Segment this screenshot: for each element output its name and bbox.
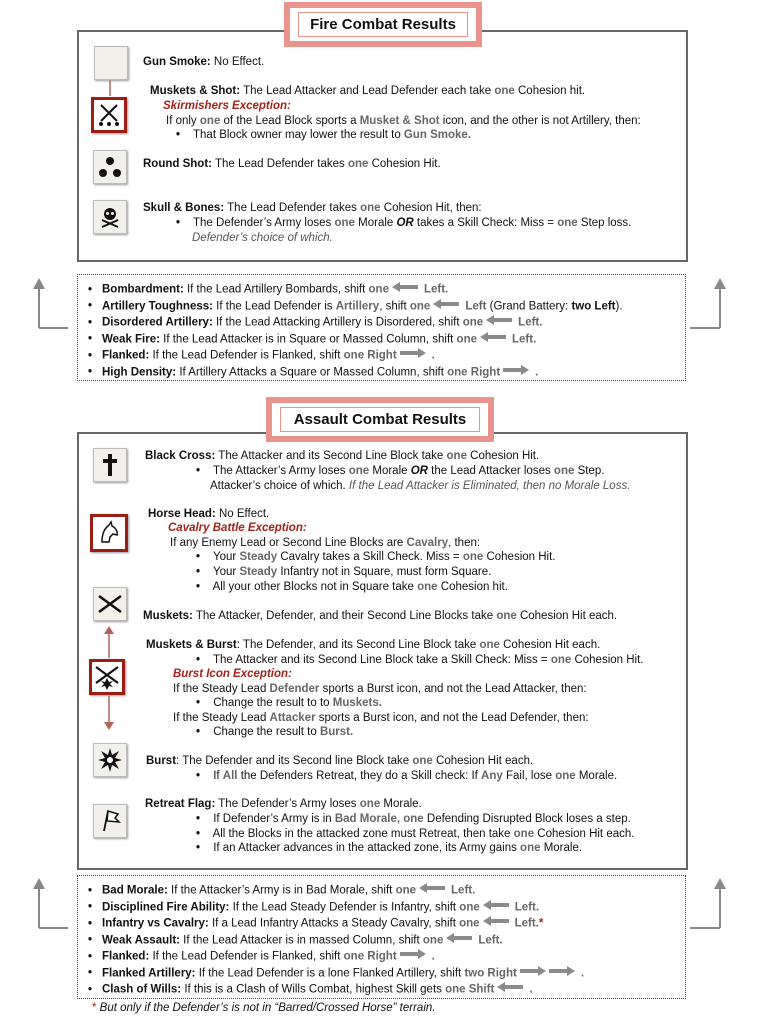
skirmishers-rule: If only one of the Lead Block sports a Musket & Shot icon, and the other is not Artillery, then:: [166, 115, 641, 127]
retreat-flag-line: Retreat Flag: The Defender’s Army loses one Morale.: [145, 798, 422, 810]
black-cross-line: Black Cross: The Attacker and its Second Line Block take one Cohesion Hit.: [145, 450, 540, 462]
shift-left-arrow-icon: [480, 332, 509, 347]
shift-right-arrow-icon: [520, 966, 578, 981]
shift-right-arrow-icon: [400, 949, 429, 964]
muskets-shot-line: Muskets & Shot: The Lead Attacker and Lead Defender each take one Cohesion hit.: [150, 85, 586, 97]
retreat-flag-icon: [93, 804, 127, 838]
cavalry-bullet-1: • Your Steady Cavalry takes a Skill Check. Miss = one Cohesion Hit.: [196, 550, 556, 564]
left-loop-arrow-icon: [30, 876, 70, 930]
modifier-line: • Flanked: If the Lead Defender is Flanked, shift one Right .: [88, 348, 435, 364]
shift-left-arrow-icon: [446, 933, 475, 948]
shift-left-arrow-icon: [497, 982, 526, 997]
gun-smoke-icon: [94, 46, 128, 80]
retreat-bullet-3: • If an Attacker advances in the attacked zone, its Army gains one Morale.: [196, 841, 582, 855]
burst-icon-exception: Burst Icon Exception:: [173, 668, 292, 680]
muskets-icon: [93, 587, 127, 621]
left-loop-arrow-icon: [30, 276, 70, 330]
gun-smoke-line: Gun Smoke: No Effect.: [143, 56, 265, 68]
burst-icon: [93, 743, 127, 777]
black-cross-icon: [93, 448, 127, 482]
modifier-line: • Bombardment: If the Lead Artillery Bombards, shift one Left.: [88, 282, 448, 298]
muskets-burst-bullet: • The Attacker and its Second Line Block take a Skill Check: Miss = one Cohesion Hit.: [196, 653, 644, 667]
fire-results-title: Fire Combat Results: [284, 2, 482, 47]
shift-left-arrow-icon: [486, 315, 515, 330]
modifier-line: • Clash of Wills: If this is a Clash of Wills Combat, highest Skill gets one Shift .: [88, 982, 533, 998]
retreat-bullet-2: • All the Blocks in the attacked zone must Retreat, then take one Cohesion Hit each.: [196, 827, 634, 841]
muskets-line: Muskets: The Attacker, Defender, and their Second Line Blocks take one Cohesion Hit each.: [143, 610, 618, 622]
horse-head-icon: [90, 514, 128, 552]
burst-rule-attacker: If the Steady Lead Attacker sports a Burst icon, and not the Lead Defender, then:: [173, 712, 589, 724]
shift-right-arrow-icon: [503, 365, 532, 380]
modifier-line: • Infantry vs Cavalry: If a Lead Infantry Attacks a Steady Cavalry, shift one Left.*: [88, 916, 543, 932]
shift-left-arrow-icon: [433, 299, 462, 314]
defender-choice-note: Defender’s choice of which.: [192, 232, 333, 244]
modifier-line: • Weak Assault: If the Lead Attacker is in massed Column, shift one Left.: [88, 933, 503, 949]
black-cross-bullet: • The Attacker’s Army loses one Morale OR the Lead Attacker loses one Step.: [196, 464, 604, 478]
cavalry-battle-exception: Cavalry Battle Exception:: [168, 522, 307, 534]
burst-bullet-attacker: • Change the result to Burst.: [196, 725, 353, 739]
modifier-line: • High Density: If Artillery Attacks a Square or Massed Column, shift one Right .: [88, 365, 538, 381]
retreat-bullet-1: • If Defender’s Army is in Bad Morale, one Defending Disrupted Block loses a step.: [196, 812, 631, 826]
shift-left-arrow-icon: [419, 883, 448, 898]
skull-bones-icon: [93, 200, 127, 234]
shift-left-arrow-icon: [483, 900, 512, 915]
right-loop-arrow-icon: [690, 276, 730, 330]
right-loop-arrow-icon: [690, 876, 730, 930]
modifier-line: • Weak Fire: If the Lead Attacker is in Square or Massed Column, shift one Left.: [88, 332, 536, 348]
skirmishers-bullet: • That Block owner may lower the result to Gun Smoke.: [176, 128, 471, 142]
shift-right-arrow-icon: [400, 348, 429, 363]
round-shot-icon: [93, 150, 127, 184]
cavalry-bullet-2: • Your Steady Infantry not in Square, must form Square.: [196, 565, 491, 579]
burst-bullet-defender: • Change the result to to Muskets.: [196, 696, 382, 710]
cavalry-battle-rule: If any Enemy Lead or Second Line Blocks are Cavalry, then:: [170, 537, 481, 549]
cavalry-bullet-3: • All your other Blocks not in Square take one Cohesion hit.: [196, 580, 508, 594]
modifier-line: • Flanked Artillery: If the Lead Defender is a lone Flanked Artillery, shift two Right .: [88, 966, 584, 982]
modifier-line: • Artillery Toughness: If the Lead Defender is Artillery, shift one Left (Grand Battery: two Left).: [88, 299, 623, 315]
burst-rule-defender: If the Steady Lead Defender sports a Burst icon, and not the Lead Attacker, then:: [173, 683, 587, 695]
down-arrow-icon: [102, 696, 116, 730]
round-shot-line: Round Shot: The Lead Defender takes one Cohesion Hit.: [143, 158, 441, 170]
modifier-line: • Bad Morale: If the Attacker’s Army is in Bad Morale, shift one Left.: [88, 883, 475, 899]
skull-bones-bullet: • The Defender’s Army loses one Morale OR takes a Skill Check: Miss = one Step loss.: [176, 216, 631, 230]
muskets-shot-icon: [91, 97, 127, 133]
burst-bullet: • If All the Defenders Retreat, they do a Skill check: If Any Fail, lose one Morale.: [196, 769, 617, 783]
up-arrow-icon: [102, 626, 116, 658]
assault-results-title: Assault Combat Results: [266, 397, 494, 442]
modifier-line: • Disordered Artillery: If the Lead Attacking Artillery is Disordered, shift one Left.: [88, 315, 542, 331]
modifier-line: • Disciplined Fire Ability: If the Lead Steady Defender is Infantry, shift one Left.: [88, 900, 539, 916]
modifier-line: • Flanked: If the Lead Defender is Flanked, shift one Right .: [88, 949, 435, 965]
burst-line: Burst: The Defender and its Second line Block take one Cohesion Hit each.: [146, 755, 534, 767]
muskets-burst-icon: [89, 659, 125, 695]
footnote: * But only if the Defender’s is not in “Barred/Crossed Horse” terrain.: [92, 1002, 436, 1014]
skull-bones-line: Skull & Bones: The Lead Defender takes one Cohesion Hit, then:: [143, 202, 482, 214]
skirmishers-exception: Skirmishers Exception:: [163, 100, 291, 112]
shift-left-arrow-icon: [483, 916, 512, 931]
attacker-choice-note: Attacker’s choice of which. If the Lead Attacker is Eliminated, then no Morale Loss.: [210, 480, 631, 492]
muskets-burst-line: Muskets & Burst: The Defender, and its Second Line Block take one Cohesion Hit each.: [146, 639, 601, 651]
shift-left-arrow-icon: [392, 282, 421, 297]
horse-head-line: Horse Head: No Effect.: [148, 508, 270, 520]
